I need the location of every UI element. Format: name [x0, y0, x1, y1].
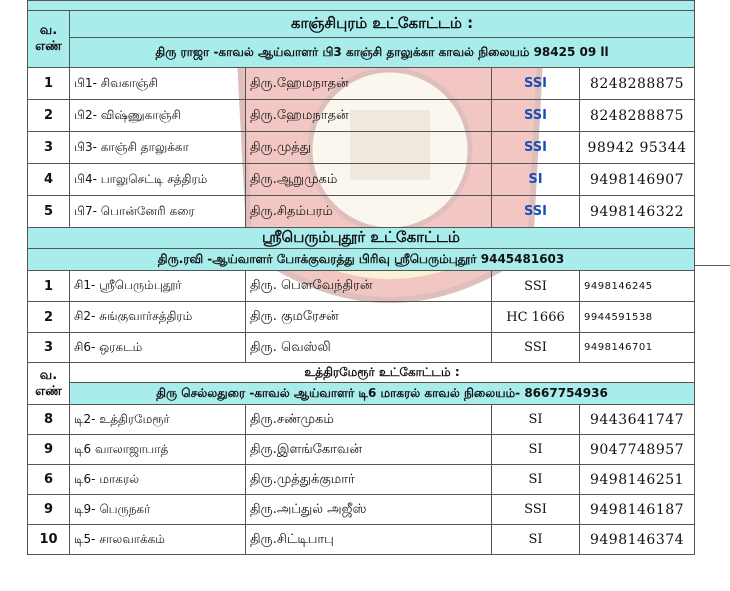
phone-number: 9498146251: [580, 465, 695, 495]
station-name: டி2- உத்திரமேரூர்: [70, 405, 246, 435]
row-number: 9: [28, 435, 70, 465]
station-name: சி6- ஒரகடம்: [70, 333, 246, 363]
officer-name: திரு. வெஸ்லி: [246, 333, 492, 363]
officer-name: திரு.சிதம்பரம்: [246, 196, 492, 228]
section2-subtitle: திரு.ரவி -ஆய்வாளர் போக்குவரத்து பிரிவு ஸ்ரீபெரும்புதூர் 9445481603: [28, 249, 695, 271]
row-number: 1: [28, 68, 70, 100]
row-number: 3: [28, 333, 70, 363]
phone-number: 98942 95344: [580, 132, 695, 164]
table-row: [28, 100, 695, 132]
table-row: [28, 435, 695, 465]
header-top-strip: [28, 1, 695, 11]
phone-number: 9498146907: [580, 164, 695, 196]
table-row: [28, 302, 695, 333]
officer-name: திரு.சண்முகம்: [246, 405, 492, 435]
section3-header-row: [28, 363, 695, 383]
table-row: [28, 196, 695, 228]
officer-name: திரு.முத்துக்குமார்: [246, 465, 492, 495]
station-name: பி2- விஷ்ணுகாஞ்சி: [70, 100, 246, 132]
section3-subtitle: திரு செல்லதுரை -காவல் ஆய்வாளர் டி6 மாகரல் காவல் நிலையம்- 8667754936: [70, 383, 695, 405]
rank-badge: SSI: [492, 333, 580, 363]
phone-number: 9498146322: [580, 196, 695, 228]
station-name: சி1- ஸ்ரீபெரும்புதூர்: [70, 271, 246, 302]
phone-number: 8248288875: [580, 68, 695, 100]
row-number: 9: [28, 495, 70, 525]
phone-number: 8248288875: [580, 100, 695, 132]
table-row: [28, 271, 695, 302]
phone-number: 9498146187: [580, 495, 695, 525]
directory-table: [27, 0, 695, 555]
row-number: 2: [28, 100, 70, 132]
station-name: பி1- சிவகாஞ்சி: [70, 68, 246, 100]
station-name: சி2- சுங்குவார்சத்திரம்: [70, 302, 246, 333]
table-row: [28, 405, 695, 435]
rank-badge: SSI: [492, 68, 580, 100]
station-name: பி7- பொன்னேரி கரை: [70, 196, 246, 228]
serial-header-line2: எண்: [35, 383, 62, 399]
phone-number: 9443641747: [580, 405, 695, 435]
rank-badge: SSI: [492, 495, 580, 525]
rank-badge: SSI: [492, 100, 580, 132]
section1-subtitle: திரு ராஜா -காவல் ஆய்வாளர் பி3 காஞ்சி தாலுக்கா காவல் நிலையம் 98425 09 ll: [70, 38, 695, 68]
rank-badge: SI: [492, 405, 580, 435]
serial-column-header: [28, 363, 70, 405]
serial-header-line1: வ.: [39, 367, 58, 383]
rank-badge: SI: [492, 525, 580, 555]
station-name: பி4- பாலுசெட்டி சத்திரம்: [70, 164, 246, 196]
section1-header-row: [28, 11, 695, 38]
table-row: [28, 333, 695, 363]
section2-title: ஸ்ரீபெரும்புதூர் உட்கோட்டம்: [28, 228, 695, 249]
station-name: டி6 வாலாஜாபாத்: [70, 435, 246, 465]
rank-badge: SI: [492, 435, 580, 465]
row-number: 8: [28, 405, 70, 435]
serial-column-header: [28, 11, 70, 68]
row-number: 3: [28, 132, 70, 164]
row-number: 10: [28, 525, 70, 555]
table-row: [28, 525, 695, 555]
row-number: 6: [28, 465, 70, 495]
phone-number: 9498146701: [580, 333, 695, 363]
row-number: 5: [28, 196, 70, 228]
officer-name: திரு.ஆறுமுகம்: [246, 164, 492, 196]
officer-name: திரு.முத்து: [246, 132, 492, 164]
section2-header-row: [28, 228, 695, 249]
officer-name: திரு.ஹேமநாதன்: [246, 100, 492, 132]
rank-badge: SSI: [492, 271, 580, 302]
table-row: [28, 465, 695, 495]
section3-title: உத்திரமேரூர் உட்கோட்டம் :: [70, 363, 695, 383]
officer-name: திரு.அப்துல் அஜீஸ்: [246, 495, 492, 525]
serial-header-line2: எண்: [35, 39, 62, 54]
officer-name: திரு.ஹேமநாதன்: [246, 68, 492, 100]
rank-badge: SI: [492, 465, 580, 495]
rank-badge: SSI: [492, 132, 580, 164]
officer-name: திரு. குமரேசன்: [246, 302, 492, 333]
police-station-directory: [27, 0, 694, 555]
phone-number: 9944591538: [580, 302, 695, 333]
officer-name: திரு.சிட்டிபாபு: [246, 525, 492, 555]
station-name: டி5- சாலவாக்கம்: [70, 525, 246, 555]
station-name: டி9- பெருநகர்: [70, 495, 246, 525]
rank-badge: SI: [492, 164, 580, 196]
rank-badge: SSI: [492, 196, 580, 228]
phone-number: 9498146374: [580, 525, 695, 555]
divider-line: [694, 265, 730, 266]
section1-title: காஞ்சிபுரம் உட்கோட்டம் :: [70, 11, 695, 38]
row-number: 2: [28, 302, 70, 333]
officer-name: திரு. பௌவேந்திரன்: [246, 271, 492, 302]
station-name: பி3- காஞ்சி தாலுக்கா: [70, 132, 246, 164]
station-name: டி6- மாகரல்: [70, 465, 246, 495]
table-row: [28, 68, 695, 100]
table-row: [28, 164, 695, 196]
phone-number: 9047748957: [580, 435, 695, 465]
phone-number: 9498146245: [580, 271, 695, 302]
row-number: 4: [28, 164, 70, 196]
officer-name: திரு.இளங்கோவன்: [246, 435, 492, 465]
row-number: 1: [28, 271, 70, 302]
table-row: [28, 495, 695, 525]
serial-header-line1: வ.: [39, 23, 58, 38]
table-row: [28, 132, 695, 164]
rank-badge: HC 1666: [492, 302, 580, 333]
